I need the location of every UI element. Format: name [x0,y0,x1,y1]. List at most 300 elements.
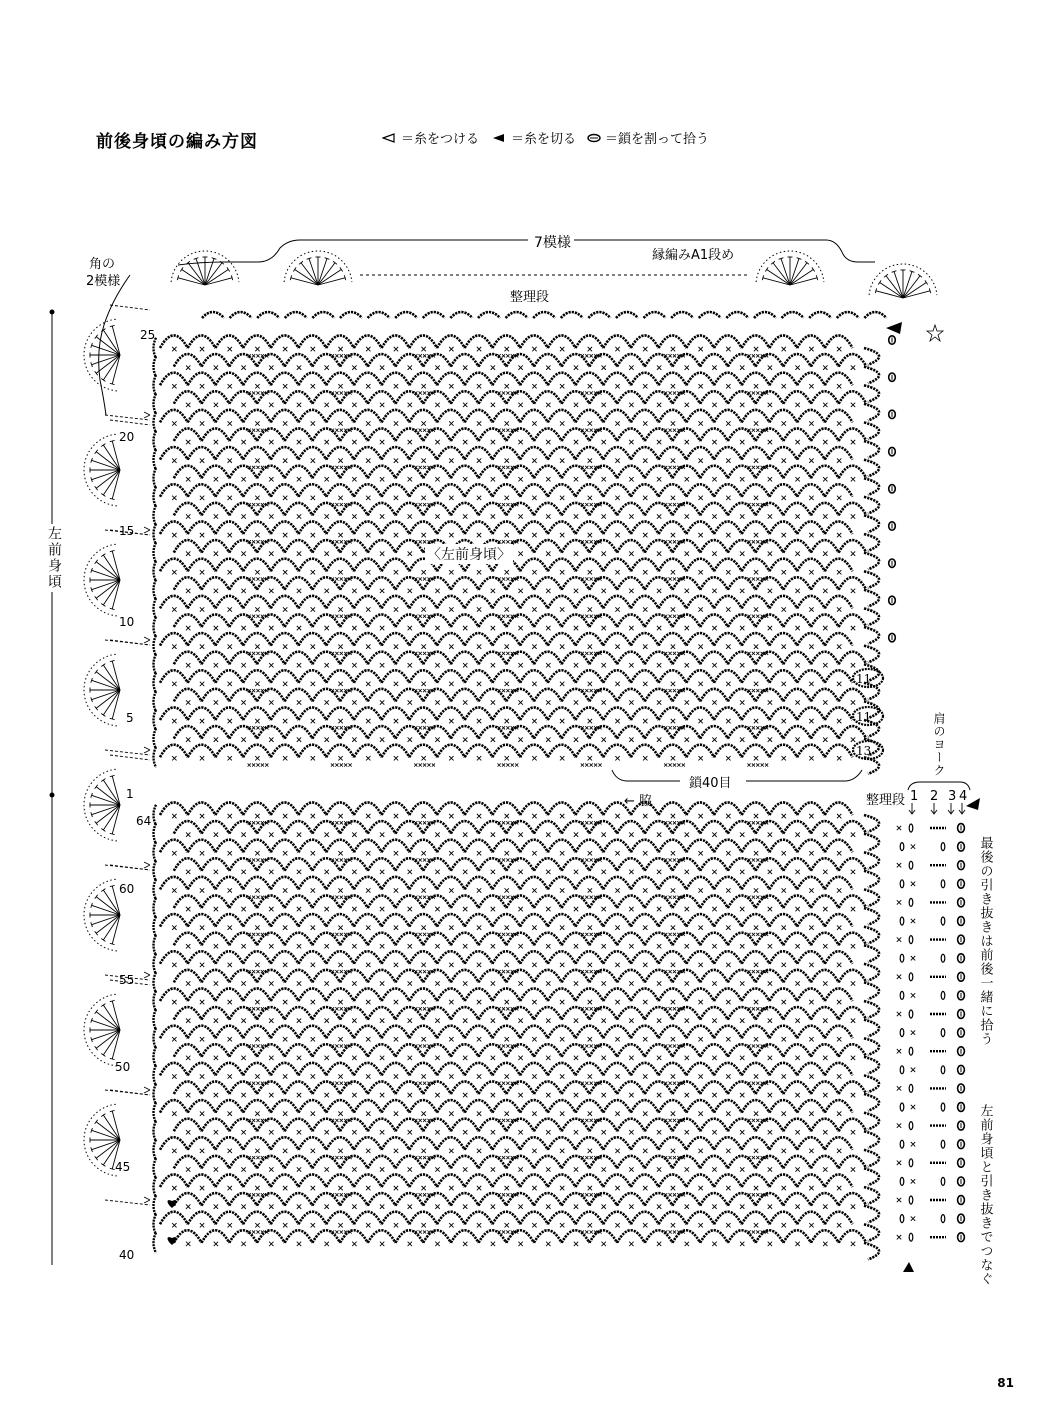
single-crochet-mark [795,663,799,667]
chain-loop [188,988,216,1001]
single-crochet-mark [449,814,453,818]
single-crochet-mark [740,1018,744,1022]
chain-loop [299,484,327,497]
chain-loop [312,391,340,404]
sc-cluster-mark [419,1119,422,1122]
single-crochet-mark [782,1149,786,1153]
chain-loop [645,466,673,479]
direction-arrow [931,803,937,814]
chain-loop [465,1212,493,1225]
single-crochet-mark [795,700,799,704]
chain-loop [534,428,562,441]
single-crochet-mark [241,1242,245,1246]
single-crochet-mark [671,384,675,388]
single-crochet-mark [754,1149,758,1153]
chain-loop [839,1119,867,1132]
single-crochet-mark [726,607,730,611]
stitch-top-bar [878,280,881,284]
single-crochet-mark [795,589,799,593]
chain-loop [326,745,354,758]
chain-loop [492,1212,520,1225]
single-crochet-mark [532,814,536,818]
chain-loop [188,1100,216,1113]
chain-loop [645,858,673,871]
chain-loop [742,521,770,534]
single-crochet-mark [740,551,744,555]
chain-loop [576,559,604,572]
single-crochet-mark [602,981,606,985]
single-crochet-mark [269,365,273,369]
single-crochet-mark [297,870,301,874]
single-crochet-mark [408,981,412,985]
chain-loop [520,877,548,890]
single-crochet-mark [809,1074,813,1078]
single-crochet-mark [283,644,287,648]
chain-loop [686,988,714,1001]
chain-loop [825,335,853,348]
single-crochet-mark [255,1111,259,1115]
single-crochet-mark [491,1204,495,1208]
single-crochet-mark [241,551,245,555]
stitch-top-bar [101,554,105,557]
chain-loop [382,1212,410,1225]
chain-loop [811,1119,839,1132]
single-crochet-mark [214,700,218,704]
sc-cluster-mark [256,1007,259,1010]
chain-loop [202,540,230,553]
chain-loop [188,335,216,348]
row-number: 20 [119,430,135,444]
chain-loop [215,988,243,1001]
legend-split-chain-text: ＝鎖を割って拾う [605,132,710,147]
double-crochet-stitch [96,672,120,690]
turning-chain [864,590,879,607]
sc-cluster-mark [340,1156,343,1159]
single-crochet-mark [588,533,592,537]
single-crochet-mark [352,737,356,741]
single-crochet-mark [851,551,855,555]
stitch-top-bar [762,275,763,280]
chain-loop [756,933,784,946]
single-crochet-mark [754,384,758,388]
single-crochet-mark [463,589,467,593]
section-label: 〈左前身頃〉 [425,544,513,564]
single-crochet-mark [768,1130,772,1134]
chain-loop [243,410,271,423]
sc-cluster-mark [335,652,338,655]
single-crochet-mark [325,403,329,407]
single-crochet-mark [269,870,273,874]
chain-loop [465,745,493,758]
chain-loop [160,410,188,423]
single-crochet-mark [214,870,218,874]
single-crochet-mark [546,907,550,911]
chain-loop [534,1081,562,1094]
single-crochet-mark [421,888,425,892]
single-crochet-mark [214,907,218,911]
single-crochet-mark [283,1223,287,1227]
single-crochet-mark [518,1018,522,1022]
chain-loop [548,1100,576,1113]
single-crochet-mark [228,644,232,648]
sc-cluster-mark [256,652,259,655]
single-crochet-mark [421,644,425,648]
sc-cluster-mark [419,466,422,469]
chain-loop [686,670,714,683]
single-crochet-mark [366,1223,370,1227]
sc-cluster-mark [423,1156,426,1159]
single-crochet-mark [172,1074,176,1078]
sc-cluster-mark [335,763,338,766]
single-crochet-mark [671,421,675,425]
single-crochet-mark [338,1074,342,1078]
chain-loop [742,840,770,853]
single-crochet-mark [602,700,606,704]
single-crochet-mark [823,870,827,874]
chain-loop [423,1230,451,1243]
pattern-repeat-brace [178,240,875,265]
single-crochet-mark [532,384,536,388]
single-crochet-mark [241,944,245,948]
chain-loop [645,1044,673,1057]
sc-cluster-mark [669,1044,672,1047]
chain-loop [437,335,465,348]
chain-loop [700,1007,728,1020]
single-crochet-mark [421,719,425,723]
chain-loop [644,312,666,318]
chain-loop [576,521,604,534]
single-crochet-mark [823,832,827,836]
chain-loop [589,1156,617,1169]
single-crochet-mark [352,981,356,985]
chain-loop [368,858,396,871]
chain-loop [215,745,243,758]
chain-loop [700,428,728,441]
single-crochet-mark [186,870,190,874]
single-crochet-mark [380,589,384,593]
chain-loop [576,1026,604,1039]
chain-loop [368,726,396,739]
single-crochet-mark [740,626,744,630]
sc-cluster-mark [673,1230,676,1233]
sc-cluster-mark [335,1007,338,1010]
chain-loop [437,484,465,497]
single-crochet-mark [560,1186,564,1190]
single-crochet-mark [782,888,786,892]
chain-loop [672,970,700,983]
chain-loop [368,391,396,404]
single-crochet-mark [449,719,453,723]
single-crochet-mark [782,607,786,611]
single-crochet-mark [532,963,536,967]
sc-cluster-mark [669,1230,672,1233]
chain-loop [534,858,562,871]
single-crochet-mark [698,1000,702,1004]
single-crochet-mark [200,1074,204,1078]
chain-loop [160,596,188,609]
single-crochet-mark [241,477,245,481]
chain-loop [326,670,354,683]
double-crochet-stitch [318,263,335,285]
single-crochet-mark [297,944,301,948]
chain-loop [354,484,382,497]
chain-loop [686,877,714,890]
chain-loop [797,335,825,348]
chain-loop [368,312,390,318]
chain-loop [603,521,631,534]
sc-cluster-mark [502,726,505,729]
chain-loop [202,970,230,983]
chain-loop [451,1007,479,1020]
chain-loop [285,1081,313,1094]
single-crochet-mark [574,626,578,630]
edge-chain [154,842,157,862]
single-crochet-mark [643,719,647,723]
chain-loop [811,614,839,627]
chain-loop [783,1119,811,1132]
arrow-mark [144,1197,150,1203]
chain-loop [783,354,811,367]
single-crochet-mark [685,907,689,911]
single-crochet-mark [338,384,342,388]
chain-stitch [900,1103,904,1111]
chain-loop [548,802,576,815]
chain-loop [243,335,271,348]
single-crochet-mark [629,700,633,704]
double-crochet-stitch [112,1111,120,1140]
single-crochet-mark [897,826,901,830]
single-crochet-mark [352,663,356,667]
chain-loop [299,840,327,853]
single-crochet-mark [657,477,661,481]
chain-loop [783,466,811,479]
sc-cluster-mark [506,577,509,580]
chain-loop [382,373,410,386]
chain-loop [271,1137,299,1150]
edge-chain [154,805,157,825]
chain-loop [451,933,479,946]
edge-chain [154,1009,157,1029]
chain-loop [548,914,576,927]
single-crochet-mark [823,1056,827,1060]
single-crochet-mark [352,365,356,369]
chain-loop [783,614,811,627]
chain-loop [672,466,700,479]
chain-loop [451,1119,479,1132]
chain-loop [382,1100,410,1113]
chain-loop [686,1174,714,1187]
double-crochet-stitch [309,258,318,285]
single-crochet-mark [726,1000,730,1004]
chain-loop [659,1174,687,1187]
sc-cluster-mark [335,354,338,357]
chain-loop [548,1137,576,1150]
single-crochet-mark [477,682,481,686]
single-crochet-mark [408,1204,412,1208]
chain-loop [215,373,243,386]
sc-cluster-mark [340,970,343,973]
single-crochet-mark [768,1167,772,1171]
chain-loop [811,503,839,516]
double-crochet-stitch [205,278,232,285]
single-crochet-mark [408,832,412,836]
chain-stitch [941,880,945,888]
single-crochet-mark [283,888,287,892]
chain-loop [631,1063,659,1076]
chain-loop [354,596,382,609]
chain-loop [672,1081,700,1094]
top-edging [171,251,937,318]
single-crochet-mark [588,1111,592,1115]
double-crochet-stitch [112,355,120,384]
chain-loop [589,1044,617,1057]
chain-loop [631,951,659,964]
sc-cluster-mark [756,821,759,824]
chain-loop [728,1081,756,1094]
single-crochet-mark [546,870,550,874]
single-crochet-mark [394,963,398,967]
sc-cluster-mark [419,896,422,899]
single-crochet-mark [352,700,356,704]
edge-chain [154,879,157,899]
single-crochet-mark [698,644,702,648]
chain-loop [754,312,776,318]
chain-loop [659,335,687,348]
sc-cluster-mark [673,821,676,824]
single-crochet-mark [629,1018,633,1022]
chain-loop [271,951,299,964]
chain-loop [354,745,382,758]
single-crochet-mark [657,1130,661,1134]
chain-loop [631,707,659,720]
single-crochet-mark [754,347,758,351]
single-crochet-mark [698,458,702,462]
chain-loop [285,540,313,553]
single-crochet-mark [505,384,509,388]
chain-loop [520,802,548,815]
sc-cluster-mark [252,1119,255,1122]
chain-loop [825,877,853,890]
single-crochet-mark [588,682,592,686]
sc-cluster-mark [502,429,505,432]
chain-stitch [909,1233,913,1241]
chain-stitch [941,843,945,851]
double-crochet-stitch [92,1130,120,1140]
single-crochet-mark [283,384,287,388]
sc-cluster-mark [340,429,343,432]
chain-loop [188,951,216,964]
sc-cluster-mark [752,896,755,899]
single-crochet-mark [421,682,425,686]
single-crochet-mark [255,607,259,611]
single-crochet-mark [255,384,259,388]
sc-cluster-mark [669,726,672,729]
turning-chain [864,1094,879,1111]
single-crochet-mark [629,440,633,444]
single-crochet-mark [449,1074,453,1078]
chain-loop [700,1193,728,1206]
chain-loop [728,1193,756,1206]
single-crochet-mark [629,514,633,518]
single-crochet-mark [311,1000,315,1004]
chain-loop [742,1212,770,1225]
chain-loop [839,1156,867,1169]
double-crochet-stitch [103,1005,120,1030]
chain-loop [562,652,590,665]
single-crochet-mark [837,347,841,351]
chain-loop [576,447,604,460]
single-crochet-mark [338,533,342,537]
sc-cluster-mark [340,615,343,618]
single-crochet-mark [311,533,315,537]
sc-cluster-mark [664,763,667,766]
single-crochet-mark [505,682,509,686]
single-crochet-mark [297,477,301,481]
sc-cluster-mark [256,1230,259,1233]
single-crochet-mark [186,589,190,593]
chain-loop [423,503,451,516]
single-crochet-mark [911,956,915,960]
chain-loop [354,1137,382,1150]
single-crochet-mark [505,756,509,760]
chain-loop [299,1100,327,1113]
single-crochet-mark [477,1111,481,1115]
single-crochet-mark [255,756,259,760]
chain-loop [368,1156,396,1169]
stitch-top-bar [95,450,98,454]
single-crochet-mark [698,925,702,929]
single-crochet-mark [366,963,370,967]
single-crochet-mark [588,814,592,818]
single-crochet-mark [269,514,273,518]
chain-loop [825,988,853,1001]
chain-loop [645,614,673,627]
chain-loop [562,354,590,367]
single-crochet-mark [505,644,509,648]
sc-cluster-mark [669,652,672,655]
chain-loop [506,652,534,665]
chain-loop [659,988,687,1001]
double-crochet-stitch [103,330,120,355]
single-crochet-mark [435,981,439,985]
single-crochet-mark [255,719,259,723]
single-crochet-mark [795,907,799,911]
single-crochet-mark [297,551,301,555]
sc-cluster-mark [502,1044,505,1047]
single-crochet-mark [518,870,522,874]
chain-loop [811,1193,839,1206]
chain-loop [783,895,811,908]
chain-loop [299,335,327,348]
sc-cluster-mark [335,726,338,729]
sc-cluster-mark [585,652,588,655]
single-crochet-mark [505,458,509,462]
single-crochet-mark [449,1111,453,1115]
single-crochet-mark [214,981,218,985]
single-crochet-mark [726,533,730,537]
sc-cluster-mark [423,1082,426,1085]
single-crochet-mark [546,944,550,948]
single-crochet-mark [283,756,287,760]
chain-loop [243,373,271,386]
chain-loop [188,707,216,720]
single-crochet-mark [325,1204,329,1208]
stitch-top-bar [101,444,105,447]
single-crochet-mark [311,719,315,723]
double-crochet-stitch [318,278,345,285]
chain-loop [659,914,687,927]
sc-cluster-mark [673,1082,676,1085]
